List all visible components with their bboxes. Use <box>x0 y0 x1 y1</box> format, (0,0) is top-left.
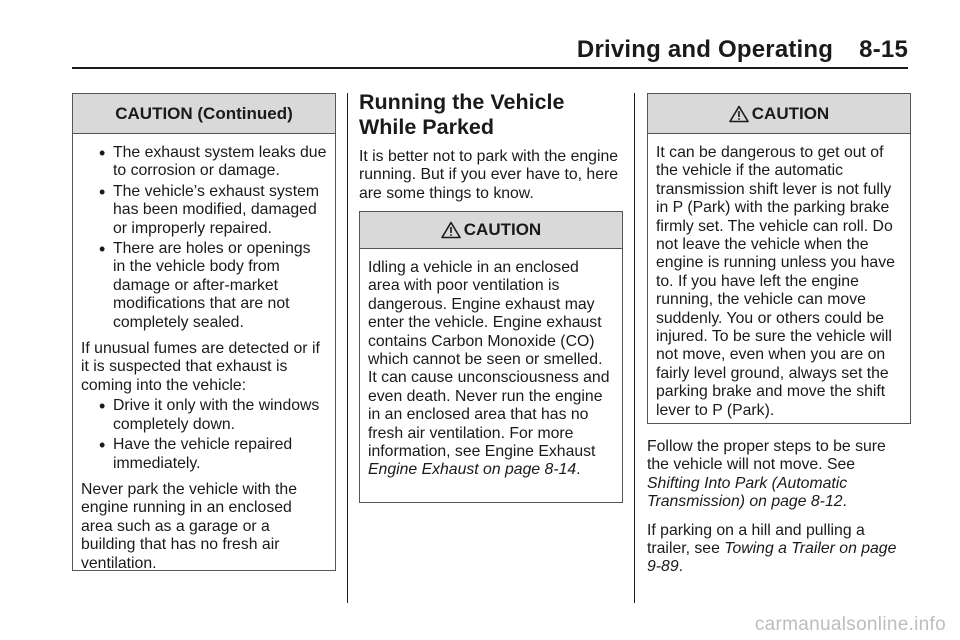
list-item: • Have the vehicle repaired immediately. <box>99 435 293 472</box>
list-item: • Drive it only with the windows completely down. <box>99 396 320 433</box>
section-name: Driving and Operating <box>576 36 834 63</box>
running-while-parked-section <box>359 90 621 203</box>
intro-paragraph: It is better not to park with the engine running. But if you ever have to, here are some things to know. <box>359 148 619 202</box>
caution-park-box <box>647 93 911 424</box>
caution-continued-body <box>73 134 335 573</box>
running-header <box>577 36 908 64</box>
caution-idling-heading: CAUTION <box>360 212 622 249</box>
never-park-paragraph: Never park the vehicle with the engine running in an enclosed area such as a garage or a building that has no fresh air ventilation. <box>81 480 297 572</box>
shifting-into-park-link[interactable]: Shifting Into Park (Automatic Transmission) on page 8-12 <box>647 474 848 511</box>
follow-steps-paragraph: Follow the proper steps to be sure the vehicle will not move. See Shifting Into Park (Automatic Transmission) on page 8-12. <box>647 438 886 511</box>
caution-park-text: It can be dangerous to get out of the vehicle if the automatic transmission shift lever is not fully in P (Park) with the parking brake firmly set. The vehicle can roll. Do not leave the vehicle when the engine is running unless you have to. If you have left the engine running, the vehicle can move suddenly. You or others could be injured. To be sure the vehicle will not move, even when you are on fairly level ground, always set the parking brake and move the shift lever to P (Park). <box>656 144 895 419</box>
caution-idling-box <box>359 211 623 503</box>
list-item: • The vehicle’s exhaust system has been modified, damaged or improperly repaired. <box>99 181 320 237</box>
follow-steps-section <box>647 438 909 577</box>
warning-triangle-icon <box>441 221 461 239</box>
caution-park-heading: CAUTION <box>648 94 910 134</box>
column-divider-2 <box>634 93 635 603</box>
caution-park-body <box>648 134 910 420</box>
page-number: 8-15 <box>859 36 908 63</box>
header-rule <box>72 67 908 69</box>
hill-trailer-paragraph: If parking on a hill and pulling a trailer, see Towing a Trailer on page 9-89. <box>647 521 897 576</box>
fumes-paragraph: If unusual fumes are detected or if it is suspected that exhaust is coming into the vehicle: <box>81 340 320 394</box>
list-item: • The exhaust system leaks due to corrosion or damage. <box>99 143 327 180</box>
caution-idling-body: Idling a vehicle in an enclosed area with poor ventilation is dangerous. Engine exhaust may enter the vehicle. Engine exhaust contains Carbon Monoxide (CO) which cannot be seen or smelled. It can cause unconsciousness and even death. Never run the engine in an enclosed area that has no fresh air ventilation. For more information, see Engine Exhaust Engine Exhaust on page 8-14. <box>368 259 610 479</box>
towing-trailer-link[interactable]: Towing a Trailer on page 9-89 <box>647 540 897 576</box>
section-title: Running the Vehicle While Parked <box>359 90 565 139</box>
list-item: • There are holes or openings in the vehicle body from damage or after-market modifications that are not completely sealed. <box>99 239 311 331</box>
column-divider-1 <box>347 93 348 603</box>
engine-exhaust-link[interactable]: Engine Exhaust on page 8-14 <box>368 461 577 479</box>
caution-continued-box <box>72 93 336 571</box>
watermark: carmanualsonline.info <box>754 614 946 635</box>
exhaust-condition-list <box>81 144 327 332</box>
fumes-action-list <box>81 397 327 473</box>
warning-triangle-icon <box>729 105 749 123</box>
caution-continued-heading: CAUTION (Continued) <box>73 94 335 134</box>
caution-idling-text: Idling a vehicle in an enclosed area with poor ventilation is dangerous. Engine exhaust may enter the vehicle. Engine exhaust contains Carbon Monoxide (CO) which cannot be seen or smelled. It can cause unconsciousness and even death. Never run the engine in an enclosed area that has no fresh air ventilation. For more information, see Engine Exhaust <box>368 259 610 461</box>
